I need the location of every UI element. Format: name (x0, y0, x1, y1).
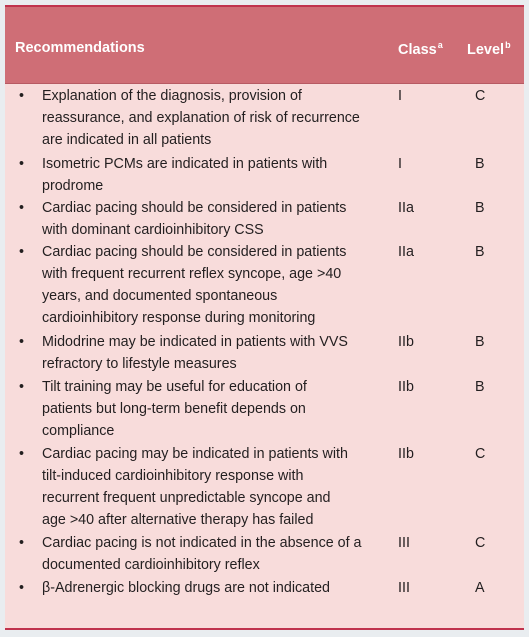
level-value: B (475, 379, 485, 395)
header-level-footnote: b (505, 40, 511, 50)
header-level-label: Level (467, 42, 505, 58)
recommendation-text: β-Adrenergic blocking drugs are not indicated (42, 580, 330, 596)
bullet: • (19, 535, 25, 551)
bullet: • (19, 580, 25, 596)
header-class-label: Class (398, 42, 437, 58)
header-class-footnote: a (437, 40, 443, 50)
recommendation-text: Cardiac pacing is not indicated in the absence of a documented cardioinhibitory reflex (42, 535, 362, 573)
bullet: • (19, 379, 25, 395)
bullet: • (19, 200, 25, 216)
class-value: III (398, 580, 410, 596)
recommendation-text: Cardiac pacing should be considered in patients with dominant cardioinhibitory CSS (42, 200, 347, 238)
class-value: I (398, 156, 402, 172)
recommendation-text: Midodrine may be indicated in patients with VVS refractory to lifestyle measures (42, 334, 348, 372)
bullet: • (19, 446, 25, 462)
recommendation-text: Cardiac pacing should be considered in patients with frequent recurrent reflex syncope, age >40 years, and documented spontaneous cardioinhibitory response during monitoring (42, 244, 347, 326)
bullet: • (19, 244, 25, 260)
class-value: IIb (398, 379, 414, 395)
level-value: B (475, 200, 485, 216)
header-class (398, 40, 443, 58)
class-value: IIa (398, 244, 414, 260)
header-recommendations: Recommendations (15, 40, 145, 56)
class-value: IIa (398, 200, 414, 216)
recommendation-text: Cardiac pacing may be indicated in patients with tilt-induced cardioinhibitory response with recurrent frequent unpredictable syncope and age >40 after alternative therapy has failed (42, 446, 348, 528)
level-value: C (475, 535, 486, 551)
header-level (467, 40, 511, 58)
level-value: C (475, 446, 486, 462)
class-value: I (398, 88, 402, 104)
level-value: C (475, 88, 486, 104)
level-value: B (475, 244, 485, 260)
level-value: B (475, 334, 485, 350)
bullet: • (19, 156, 25, 172)
class-value: IIb (398, 334, 414, 350)
level-value: A (475, 580, 485, 596)
class-value: IIb (398, 446, 414, 462)
recommendation-text: Explanation of the diagnosis, provision of reassurance, and explanation of risk of recurrence are indicated in all patients (42, 88, 360, 148)
bullet: • (19, 88, 25, 104)
level-value: B (475, 156, 485, 172)
recommendation-text: Isometric PCMs are indicated in patients with prodrome (42, 156, 328, 194)
table-header (5, 7, 524, 84)
bullet: • (19, 334, 25, 350)
class-value: III (398, 535, 410, 551)
recommendations-table (5, 5, 524, 630)
recommendation-text: Tilt training may be useful for education of patients but long-term benefit depends on compliance (42, 379, 307, 439)
